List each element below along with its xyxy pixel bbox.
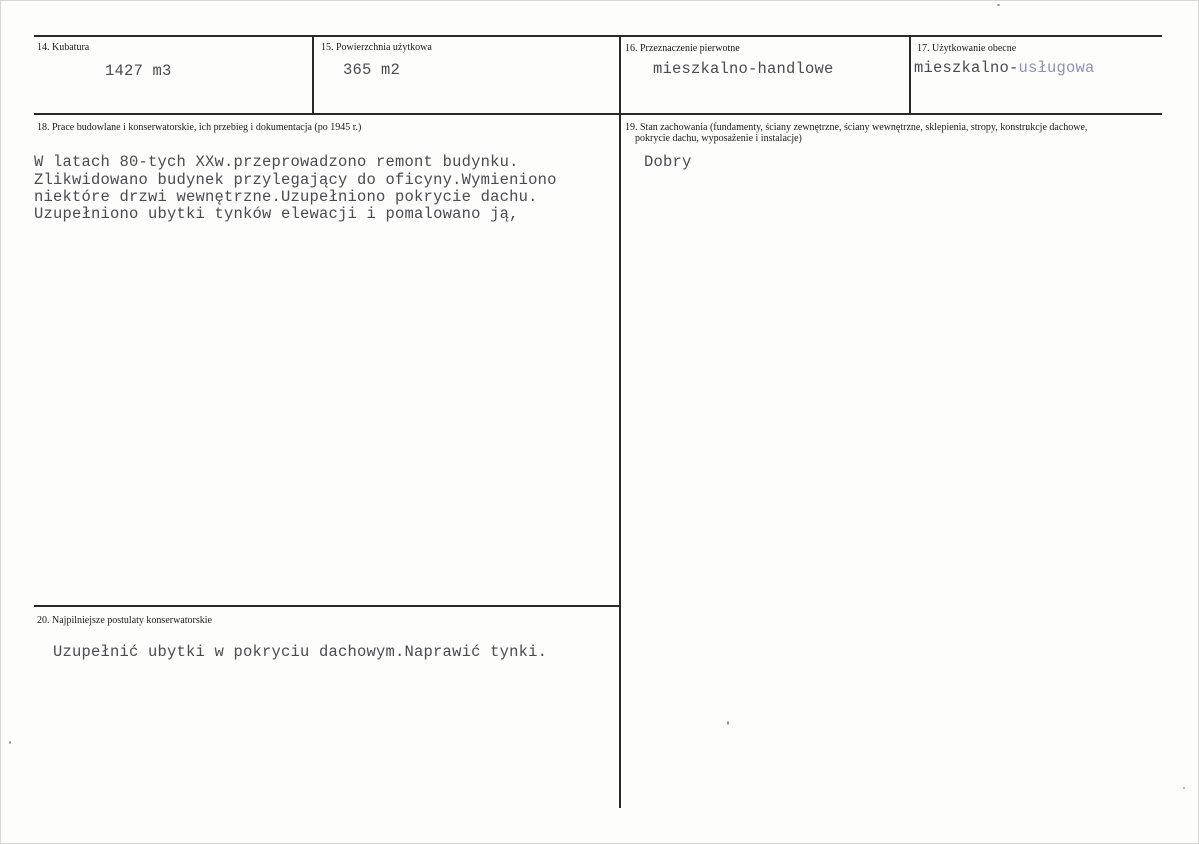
field-18-line: Uzupełniono ubytki tynków elewacji i pomalowano ją, [34, 205, 519, 223]
field-19-value: Dobry [644, 153, 692, 171]
field-19-label-line1: 19. Stan zachowania (fundamenty, ściany zewnętrzne, ściany wewnętrzne, sklepienia, stropy, konstrukcje dachowe, [625, 122, 1088, 133]
field-18-label: 18. Prace budowlane i konserwatorskie, ich przebieg i dokumentacja (po 1945 r.) [37, 122, 362, 133]
divider-14-15 [312, 35, 314, 115]
field-14-label: 14. Kubatura [37, 42, 90, 53]
field-20-value: Uzupełnić ubytki w pokryciu dachowym.Naprawić tynki. [53, 643, 548, 661]
field-18-line: W latach 80-tych XXw.przeprowadzono remont budynku. [34, 153, 519, 171]
paper-speck [727, 721, 729, 725]
divider-16-17 [909, 35, 911, 115]
field-16-label: 16. Przeznaczenie pierwotne [625, 43, 740, 54]
field-15-value: 365 m2 [343, 61, 401, 79]
field-20-label: 20. Najpilniejsze postulaty konserwatorskie [37, 615, 212, 626]
field-16-value: mieszkalno-handlowe [653, 60, 834, 78]
row1-bottom-rule [34, 113, 1162, 115]
field-14-value: 1427 m3 [105, 62, 172, 80]
field-17-value-part1: mieszkalno- [914, 59, 1019, 77]
field-19-label-line2: pokrycie dachu, wyposażenie i instalacje) [635, 133, 802, 144]
field-18-line: niektóre drzwi wewnętrzne.Uzupełniono pokrycie dachu. [34, 188, 538, 206]
paper-speck [9, 741, 11, 744]
paper-speck [997, 4, 1000, 6]
paper-speck [1183, 787, 1185, 789]
top-rule [34, 35, 1162, 37]
divider-main [619, 35, 621, 808]
field-18-line: Zlikwidowano budynek przylegający do oficyny.Wymieniono [34, 171, 557, 189]
field-17-value [914, 59, 1095, 77]
field-17-value-part2: usługowa [1018, 59, 1095, 77]
field-15-label: 15. Powierzchnia użytkowa [321, 42, 432, 53]
field-17-label: 17. Użytkowanie obecne [917, 43, 1017, 54]
row3-top-rule [34, 605, 621, 607]
